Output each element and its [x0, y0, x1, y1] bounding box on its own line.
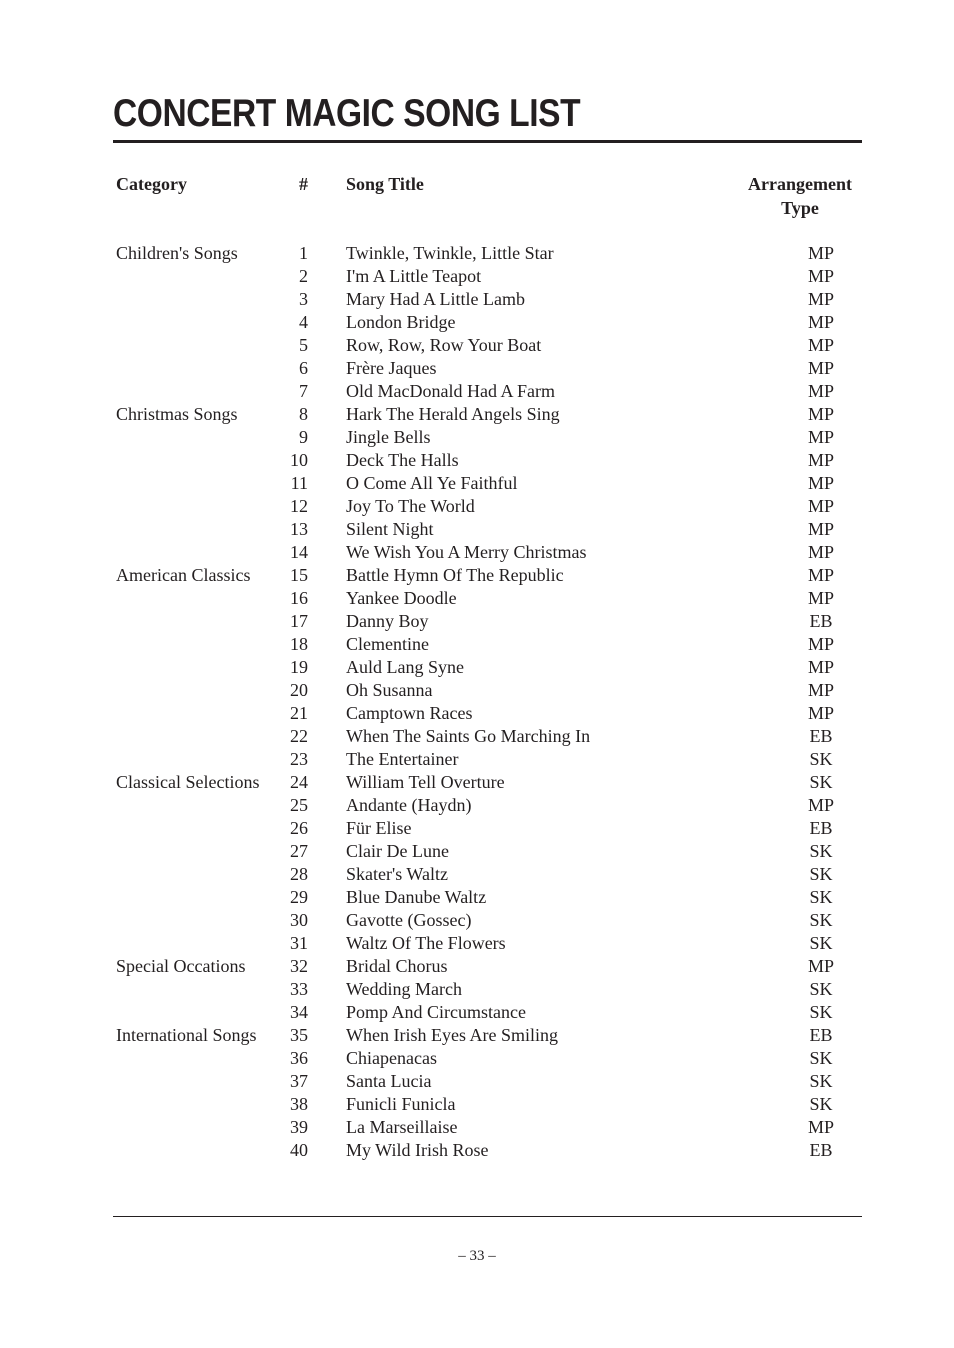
page-number: – 33 –: [458, 1248, 496, 1264]
table-row: [0, 1139, 954, 1162]
row-song-title: Chiapenacas: [346, 1048, 437, 1068]
table-row: [0, 1024, 954, 1047]
row-song-title: Jingle Bells: [346, 427, 431, 447]
row-number: 32: [290, 956, 308, 976]
table-row: [0, 610, 954, 633]
row-number: 14: [290, 542, 308, 562]
row-category: Children's Songs: [116, 243, 238, 263]
header-category: Category: [116, 174, 187, 194]
row-arrangement-type: MP: [807, 243, 834, 263]
row-arrangement-type: SK: [809, 864, 833, 884]
row-song-title: When The Saints Go Marching In: [346, 726, 591, 746]
row-arrangement-type: MP: [807, 657, 834, 677]
row-song-title: Skater's Waltz: [346, 864, 448, 884]
table-row: [0, 1093, 954, 1116]
row-number: 17: [290, 611, 308, 631]
row-song-title: La Marseillaise: [346, 1117, 458, 1137]
row-song-title: The Entertainer: [346, 749, 459, 769]
row-song-title: Deck The Halls: [346, 450, 459, 470]
row-arrangement-type: SK: [809, 1094, 833, 1114]
table-row: [0, 541, 954, 564]
row-song-title: When Irish Eyes Are Smiling: [346, 1025, 558, 1045]
song-table-body: [0, 242, 954, 1162]
row-arrangement-type: MP: [807, 680, 834, 700]
table-row: [0, 242, 954, 265]
row-category: Special Occations: [116, 956, 246, 976]
row-arrangement-type: SK: [809, 910, 833, 930]
row-arrangement-type: EB: [809, 1025, 833, 1045]
row-song-title: William Tell Overture: [346, 772, 505, 792]
row-song-title: I'm A Little Teapot: [346, 266, 482, 286]
row-song-title: Camptown Races: [346, 703, 473, 723]
row-arrangement-type: SK: [809, 887, 833, 907]
row-number: 20: [290, 680, 308, 700]
row-song-title: Mary Had A Little Lamb: [346, 289, 525, 309]
row-number: 31: [290, 933, 308, 953]
table-row: [0, 909, 954, 932]
row-song-title: Silent Night: [346, 519, 434, 539]
table-row: [0, 725, 954, 748]
table-row: [0, 1001, 954, 1024]
row-number: 6: [299, 358, 308, 378]
row-arrangement-type: SK: [809, 749, 833, 769]
table-row: [0, 288, 954, 311]
row-song-title: Gavotte (Gossec): [346, 910, 472, 930]
table-row: [0, 357, 954, 380]
row-song-title: Battle Hymn Of The Republic: [346, 565, 564, 585]
row-arrangement-type: MP: [807, 703, 834, 723]
page-title: CONCERT MAGIC SONG LIST: [113, 92, 581, 135]
table-row: [0, 265, 954, 288]
row-song-title: Joy To The World: [346, 496, 475, 516]
row-number: 1: [299, 243, 308, 263]
table-row: [0, 334, 954, 357]
row-arrangement-type: EB: [809, 611, 833, 631]
row-song-title: Clair De Lune: [346, 841, 449, 861]
table-row: [0, 426, 954, 449]
row-arrangement-type: MP: [807, 427, 834, 447]
row-arrangement-type: MP: [807, 496, 834, 516]
table-row: [0, 886, 954, 909]
table-row: [0, 449, 954, 472]
row-number: 9: [299, 427, 308, 447]
row-song-title: Oh Susanna: [346, 680, 433, 700]
table-row: [0, 817, 954, 840]
row-song-title: Blue Danube Waltz: [346, 887, 487, 907]
row-arrangement-type: EB: [809, 1140, 833, 1160]
row-category: American Classics: [116, 565, 251, 585]
table-row: [0, 679, 954, 702]
row-song-title: Pomp And Circumstance: [346, 1002, 526, 1022]
row-number: 10: [290, 450, 308, 470]
row-number: 26: [290, 818, 308, 838]
row-song-title: Funicli Funicla: [346, 1094, 456, 1114]
row-number: 12: [290, 496, 308, 516]
row-song-title: My Wild Irish Rose: [346, 1140, 489, 1160]
row-song-title: O Come All Ye Faithful: [346, 473, 518, 493]
row-number: 38: [290, 1094, 308, 1114]
row-number: 13: [290, 519, 308, 539]
row-number: 19: [290, 657, 308, 677]
table-row: [0, 1116, 954, 1139]
row-song-title: Yankee Doodle: [346, 588, 457, 608]
row-arrangement-type: MP: [807, 542, 834, 562]
row-number: 25: [290, 795, 308, 815]
row-arrangement-type: MP: [807, 634, 834, 654]
row-song-title: Waltz Of The Flowers: [346, 933, 506, 953]
row-category: International Songs: [116, 1025, 257, 1045]
row-arrangement-type: MP: [807, 565, 834, 585]
row-song-title: Old MacDonald Had A Farm: [346, 381, 555, 401]
row-arrangement-type: SK: [809, 772, 833, 792]
row-category: Christmas Songs: [116, 404, 238, 424]
row-song-title: Santa Lucia: [346, 1071, 432, 1091]
row-song-title: Danny Boy: [346, 611, 429, 631]
row-arrangement-type: SK: [809, 1002, 833, 1022]
row-arrangement-type: MP: [807, 1117, 834, 1137]
table-row: [0, 702, 954, 725]
table-row: [0, 978, 954, 1001]
row-arrangement-type: MP: [807, 956, 834, 976]
header-arrangement-type: Arrangement Type: [748, 174, 852, 218]
row-song-title: Für Elise: [346, 818, 412, 838]
row-number: 5: [299, 335, 308, 355]
table-row: [0, 1047, 954, 1070]
row-song-title: We Wish You A Merry Christmas: [346, 542, 587, 562]
table-row: [0, 587, 954, 610]
table-row: [0, 311, 954, 334]
table-row: [0, 1070, 954, 1093]
row-number: 15: [290, 565, 308, 585]
row-arrangement-type: MP: [807, 519, 834, 539]
table-row: [0, 380, 954, 403]
row-number: 23: [290, 749, 308, 769]
row-number: 40: [290, 1140, 308, 1160]
row-arrangement-type: MP: [807, 312, 834, 332]
row-number: 33: [290, 979, 308, 999]
row-number: 22: [290, 726, 308, 746]
row-number: 36: [290, 1048, 308, 1068]
row-number: 8: [299, 404, 308, 424]
row-number: 35: [290, 1025, 308, 1045]
table-row: [0, 748, 954, 771]
row-arrangement-type: SK: [809, 933, 833, 953]
row-arrangement-type: SK: [809, 979, 833, 999]
table-row: [0, 794, 954, 817]
row-arrangement-type: MP: [807, 358, 834, 378]
row-song-title: Frère Jaques: [346, 358, 437, 378]
row-arrangement-type: MP: [807, 335, 834, 355]
row-number: 21: [290, 703, 308, 723]
header-number: #: [299, 174, 308, 194]
row-number: 2: [299, 266, 308, 286]
row-arrangement-type: MP: [807, 266, 834, 286]
row-arrangement-type: MP: [807, 588, 834, 608]
row-song-title: Clementine: [346, 634, 429, 654]
row-arrangement-type: EB: [809, 726, 833, 746]
header-song-title: Song Title: [346, 174, 424, 194]
row-number: 27: [290, 841, 308, 861]
row-number: 28: [290, 864, 308, 884]
row-arrangement-type: SK: [809, 841, 833, 861]
table-row: [0, 564, 954, 587]
row-arrangement-type: EB: [809, 818, 833, 838]
table-row: [0, 932, 954, 955]
row-song-title: Andante (Haydn): [346, 795, 472, 815]
row-number: 29: [290, 887, 308, 907]
row-number: 24: [290, 772, 308, 792]
table-row: [0, 518, 954, 541]
title-divider: [113, 140, 862, 143]
row-song-title: Hark The Herald Angels Sing: [346, 404, 560, 424]
row-song-title: London Bridge: [346, 312, 456, 332]
row-number: 30: [290, 910, 308, 930]
row-arrangement-type: SK: [809, 1048, 833, 1068]
row-arrangement-type: MP: [807, 473, 834, 493]
row-number: 7: [299, 381, 308, 401]
row-song-title: Row, Row, Row Your Boat: [346, 335, 542, 355]
row-number: 18: [290, 634, 308, 654]
table-row: [0, 840, 954, 863]
row-arrangement-type: SK: [809, 1071, 833, 1091]
table-row: [0, 771, 954, 794]
row-arrangement-type: MP: [807, 404, 834, 424]
row-number: 39: [290, 1117, 308, 1137]
row-number: 4: [299, 312, 308, 332]
row-number: 34: [290, 1002, 308, 1022]
row-arrangement-type: MP: [807, 381, 834, 401]
table-row: [0, 403, 954, 426]
row-song-title: Wedding March: [346, 979, 463, 999]
table-row: [0, 656, 954, 679]
row-number: 16: [290, 588, 308, 608]
row-number: 3: [299, 289, 308, 309]
row-arrangement-type: MP: [807, 795, 834, 815]
row-arrangement-type: MP: [807, 289, 834, 309]
row-song-title: Auld Lang Syne: [346, 657, 464, 677]
table-row: [0, 495, 954, 518]
table-row: [0, 955, 954, 978]
row-song-title: Bridal Chorus: [346, 956, 448, 976]
row-number: 11: [290, 473, 308, 493]
footer-divider: [113, 1216, 862, 1217]
row-arrangement-type: MP: [807, 450, 834, 470]
row-category: Classical Selections: [116, 772, 260, 792]
table-header: [0, 172, 954, 224]
row-number: 37: [290, 1071, 308, 1091]
table-row: [0, 472, 954, 495]
row-song-title: Twinkle, Twinkle, Little Star: [346, 243, 554, 263]
table-row: [0, 633, 954, 656]
table-row: [0, 863, 954, 886]
